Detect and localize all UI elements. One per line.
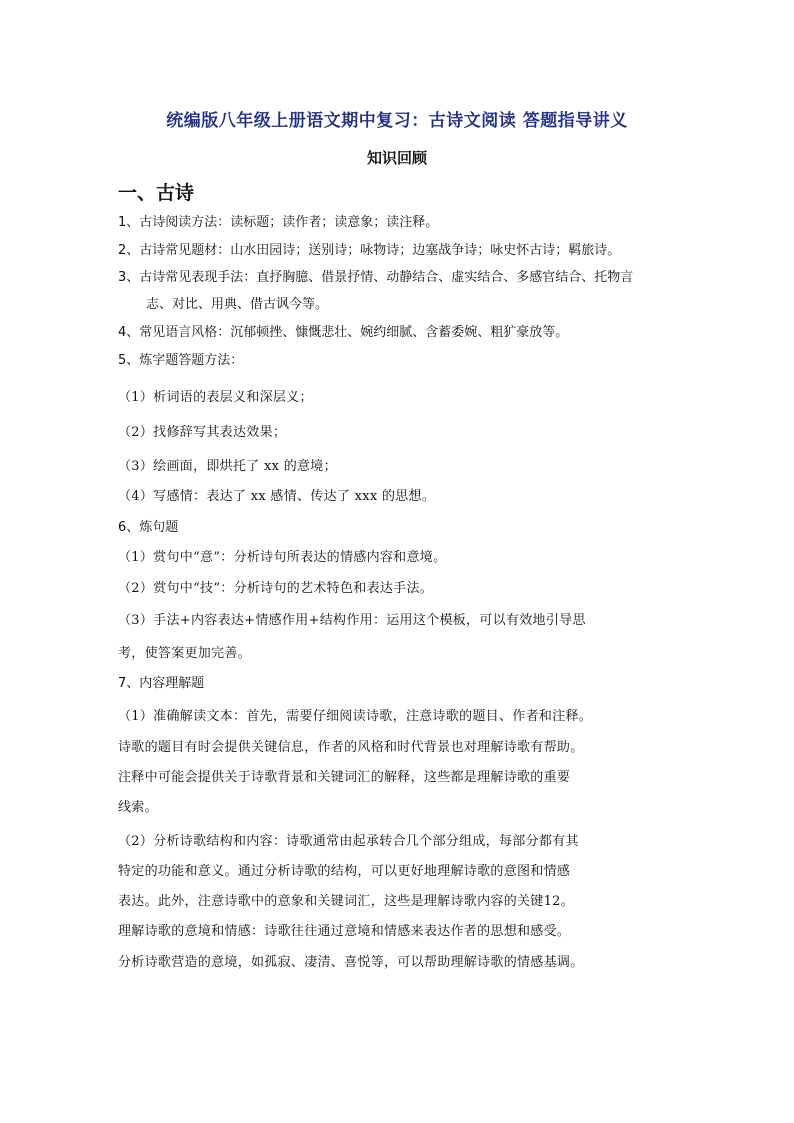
list-item: （2）找修辞写其表达效果；: [118, 425, 287, 440]
paragraph-line: 线索。: [118, 800, 158, 815]
paragraph-line: 理解诗歌的意境和情感：诗歌往往通过意境和情感来表达作者的思想和感受。: [118, 924, 571, 939]
line-sentence-question: 6、炼句题: [118, 520, 179, 535]
line-language-style: 4、常见语言风格：沉郁顿挫、慷慨悲壮、婉约细腻、含蓄委婉、粗犷豪放等。: [118, 325, 569, 340]
section-heading: 一、古诗: [118, 182, 195, 204]
paragraph-line: （2）分析诗歌结构和内容：诗歌通常由起承转合几个部分组成，每部分都有其: [118, 834, 579, 849]
paragraph-line: （1）准确解读文本：首先，需要仔细阅读诗歌，注意诗歌的题目、作者和注释。: [118, 709, 593, 724]
paragraph-line: 注释中可能会提供关于诗歌背景和关键词汇的解释，这些都是理解诗歌的重要: [118, 770, 571, 785]
list-item: （4）写感情：表达了 xx 感情、传达了 xxx 的思想。: [118, 489, 436, 504]
list-item: （2）赏句中“技”：分析诗句的艺术特色和表达手法。: [118, 581, 434, 596]
paragraph-line: 分析诗歌营造的意境，如孤寂、凄清、喜悦等，可以帮助理解诗歌的情感基调。: [118, 955, 584, 970]
list-item: （3）绘画面，即烘托了 xx 的意境；: [118, 459, 337, 474]
paragraph-line: 特定的功能和意义。通过分析诗歌的结构，可以更好地理解诗歌的意图和情感: [118, 864, 571, 879]
paragraph-line: 诗歌的题目有时会提供关键信息，作者的风格和时代背景也对理解诗歌有帮助。: [118, 740, 584, 755]
list-item: （1）赏句中“意”：分析诗句所表达的情感内容和意境。: [118, 550, 447, 565]
list-item: （1）析词语的表层义和深层义；: [118, 390, 313, 405]
document-title: 统编版八年级上册语文期中复习：古诗文阅读 答题指导讲义: [166, 111, 628, 131]
line-techniques: 3、古诗常见表现手法：直抒胸臆、借景抒情、动静结合、虚实结合、多感官结合、托物言: [118, 270, 634, 285]
line-content-question: 7、内容理解题: [118, 676, 205, 691]
list-item: （3）手法+内容表达+情感作用+结构作用：运用这个模板，可以有效地引导思: [118, 613, 586, 628]
document-subtitle: 知识回顾: [366, 149, 427, 167]
list-item-cont: 考，使答案更加完善。: [118, 646, 252, 661]
line-reading-method: 1、古诗阅读方法：读标题；读作者；读意象；读注释。: [118, 215, 439, 230]
paragraph-line: 表达。此外，注意诗歌中的意象和关键词汇，这些是理解诗歌内容的关键12。: [118, 894, 575, 909]
line-word-question: 5、炼字题答题方法：: [118, 353, 244, 368]
line-themes: 2、古诗常见题材：山水田园诗；送别诗；咏物诗；边塞战争诗；咏史怀古诗；羁旅诗。: [118, 243, 621, 258]
line-techniques-cont: 志、对比、用典、借古讽今等。: [146, 297, 329, 312]
